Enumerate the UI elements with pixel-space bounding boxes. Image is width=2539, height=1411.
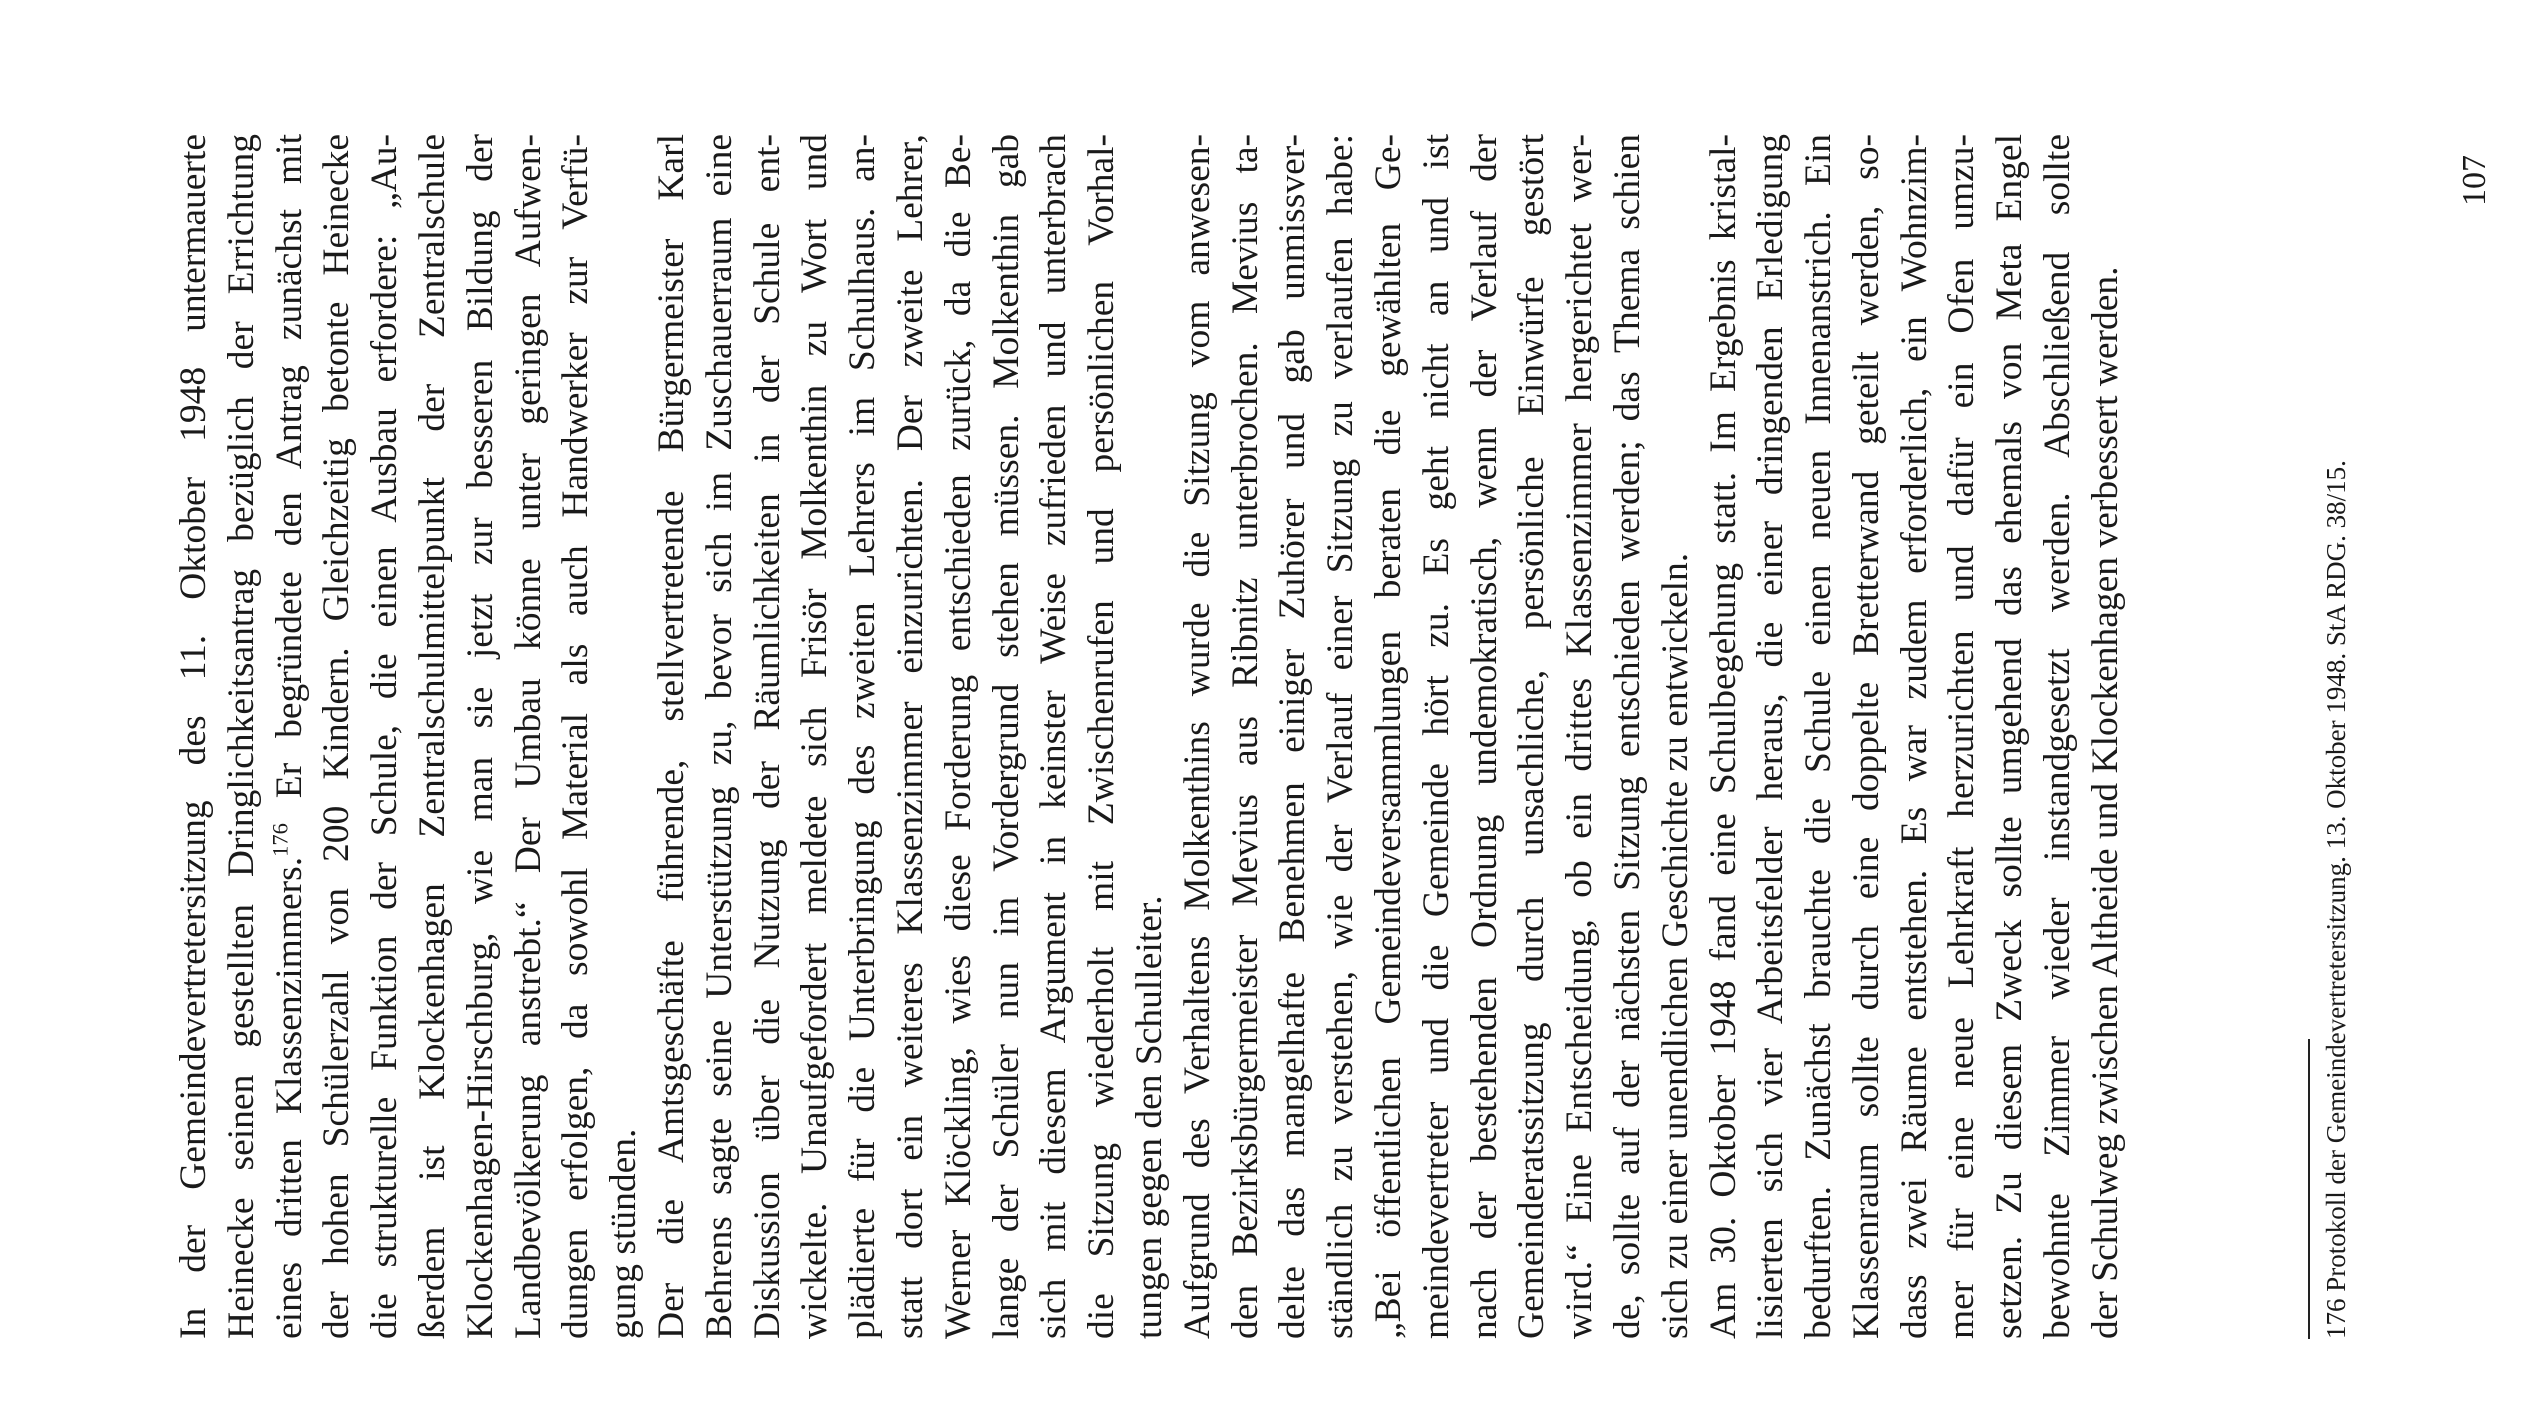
- text-line: ßerdem ist Klockenhagen Zentralschulmittelpunkt der Zentralschule: [411, 134, 453, 1339]
- page-number: 107: [2456, 155, 2493, 206]
- text-line: ständlich zu verstehen, wie der Verlauf einer Sitzung zu verlaufen habe:: [1320, 134, 1362, 1339]
- body-text: [170, 134, 2130, 1339]
- text-line: Heinecke seinen gestellten Dringlichkeitsantrag bezüglich der Errichtung: [220, 134, 262, 1339]
- text-line: die strukturelle Funktion der Schule, die einen Ausbau erfordere: „Au-: [364, 134, 406, 1339]
- footnote-reference: 176: [267, 823, 293, 857]
- text-line: Gemeinderatssitzung durch unsachliche, persönliche Einwürfe gestört: [1511, 134, 1553, 1339]
- text-line: Am 30. Oktober 1948 fand eine Schulbegehung statt. Im Ergebnis kristal-: [1702, 134, 1744, 1339]
- footnote: [2319, 134, 2353, 1339]
- text-line: tungen gegen den Schulleiter.: [1128, 895, 1170, 1339]
- text-line: Werner Klöckling, wies diese Forderung entschieden zurück, da die Be-: [937, 134, 979, 1339]
- text-line: delte das mangelhafte Benehmen einiger Zuhörer und gab unmissver-: [1272, 134, 1314, 1339]
- text-line: statt dort ein weiteres Klassenzimmer einzurichten. Der zweite Lehrer,: [889, 134, 931, 1339]
- text-line: den Bezirksbürgermeister Mevius aus Ribnitz unterbrochen. Mevius ta-: [1224, 134, 1266, 1339]
- text-line: sich zu einer unendlichen Geschichte zu entwickeln.: [1654, 552, 1696, 1339]
- text-line-with-footnote-ref: [266, 134, 314, 1339]
- text-segment: Er begründete den Antrag zunächst mit: [268, 134, 310, 824]
- text-line: „Bei öffentlichen Gemeindeversammlungen beraten die gewählten Ge-: [1367, 134, 1409, 1339]
- text-line: gung stünden.: [603, 1128, 645, 1339]
- text-line: wird.“ Eine Entscheidung, ob ein drittes Klassenzimmer hergerichtet wer-: [1559, 134, 1601, 1339]
- text-line: nach der bestehenden Ordnung undemokratisch, wenn der Verlauf der: [1463, 134, 1505, 1339]
- text-line: Diskussion über die Nutzung der Räumlichkeiten in der Schule ent-: [746, 134, 788, 1339]
- text-line: Aufgrund des Verhaltens Molkenthins wurde die Sitzung vom anwesen-: [1176, 134, 1218, 1339]
- text-line: Der die Amtsgeschäfte führende, stellvertretende Bürgermeister Karl: [650, 134, 692, 1339]
- text-line: Landbevölkerung anstrebt.“ Der Umbau könne unter geringen Aufwen-: [507, 134, 549, 1339]
- text-line: der hohen Schülerzahl von 200 Kindern. Gleichzeitig betonte Heinecke: [316, 134, 358, 1339]
- text-line: Klockenhagen-Hirschburg, wie man sie jetzt zur besseren Bildung der: [459, 134, 501, 1339]
- text-line: bewohnte Zimmer wieder instandgesetzt werden. Abschließend sollte: [2037, 134, 2079, 1339]
- text-line: dass zwei Räume entstehen. Es war zudem erforderlich, ein Wohnzim-: [1893, 134, 1935, 1339]
- text-line: In der Gemeindevertretersitzung des 11. Oktober 1948 untermauerte: [173, 134, 214, 1339]
- text-line: bedurften. Zunächst brauchte die Schule einen neuen Innenanstrich. Ein: [1798, 134, 1840, 1339]
- text-line: wickelte. Unaufgefordert meldete sich Frisör Molkenthin zu Wort und: [794, 134, 836, 1339]
- footnote-divider: [2308, 1039, 2310, 1339]
- text-line: sich mit diesem Argument in keinster Weise zufrieden und unterbrach: [1033, 134, 1075, 1339]
- text-line: Klassenraum sollte durch eine doppelte Bretterwand geteilt werden, so-: [1845, 134, 1887, 1339]
- footnote-text: Protokoll der Gemeindevertretersitzung. 13. Oktober 1948. StA RDG. 38/15.: [2321, 460, 2351, 1292]
- text-line: Behrens sagte seine Unterstützung zu, bevor sich im Zuschauerraum eine: [698, 134, 740, 1339]
- text-line: lisierten sich vier Arbeitsfelder heraus, die einer dringenden Erledigung: [1750, 134, 1792, 1339]
- text-line: dungen erfolgen, da sowohl Material als auch Handwerker zur Verfü-: [555, 134, 597, 1339]
- text-line: die Sitzung wiederholt mit Zwischenrufen und persönlichen Vorhal-: [1081, 134, 1123, 1339]
- text-line: de, sollte auf der nächsten Sitzung entschieden werden; das Thema schien: [1606, 134, 1648, 1339]
- text-line: plädierte für die Unterbringung des zweiten Lehrers im Schulhaus. an-: [842, 134, 884, 1339]
- text-line: lange der Schüler nun im Vordergrund stehen müssen. Molkenthin gab: [985, 134, 1027, 1339]
- text-line: mer für eine neue Lehrkraft herzurichten und dafür ein Ofen umzu-: [1941, 134, 1983, 1339]
- text-line: der Schulweg zwischen Altheide und Klockenhagen verbessert werden.: [2084, 266, 2126, 1339]
- text-line: setzen. Zu diesem Zweck sollte umgehend das ehemals von Meta Engel: [1989, 134, 2031, 1339]
- text-line: meindevertreter und die Gemeinde hört zu. Es geht nicht an und ist: [1415, 134, 1457, 1339]
- text-segment: eines dritten Klassenzimmers.: [268, 856, 310, 1339]
- footnote-number: 176: [2321, 1298, 2351, 1339]
